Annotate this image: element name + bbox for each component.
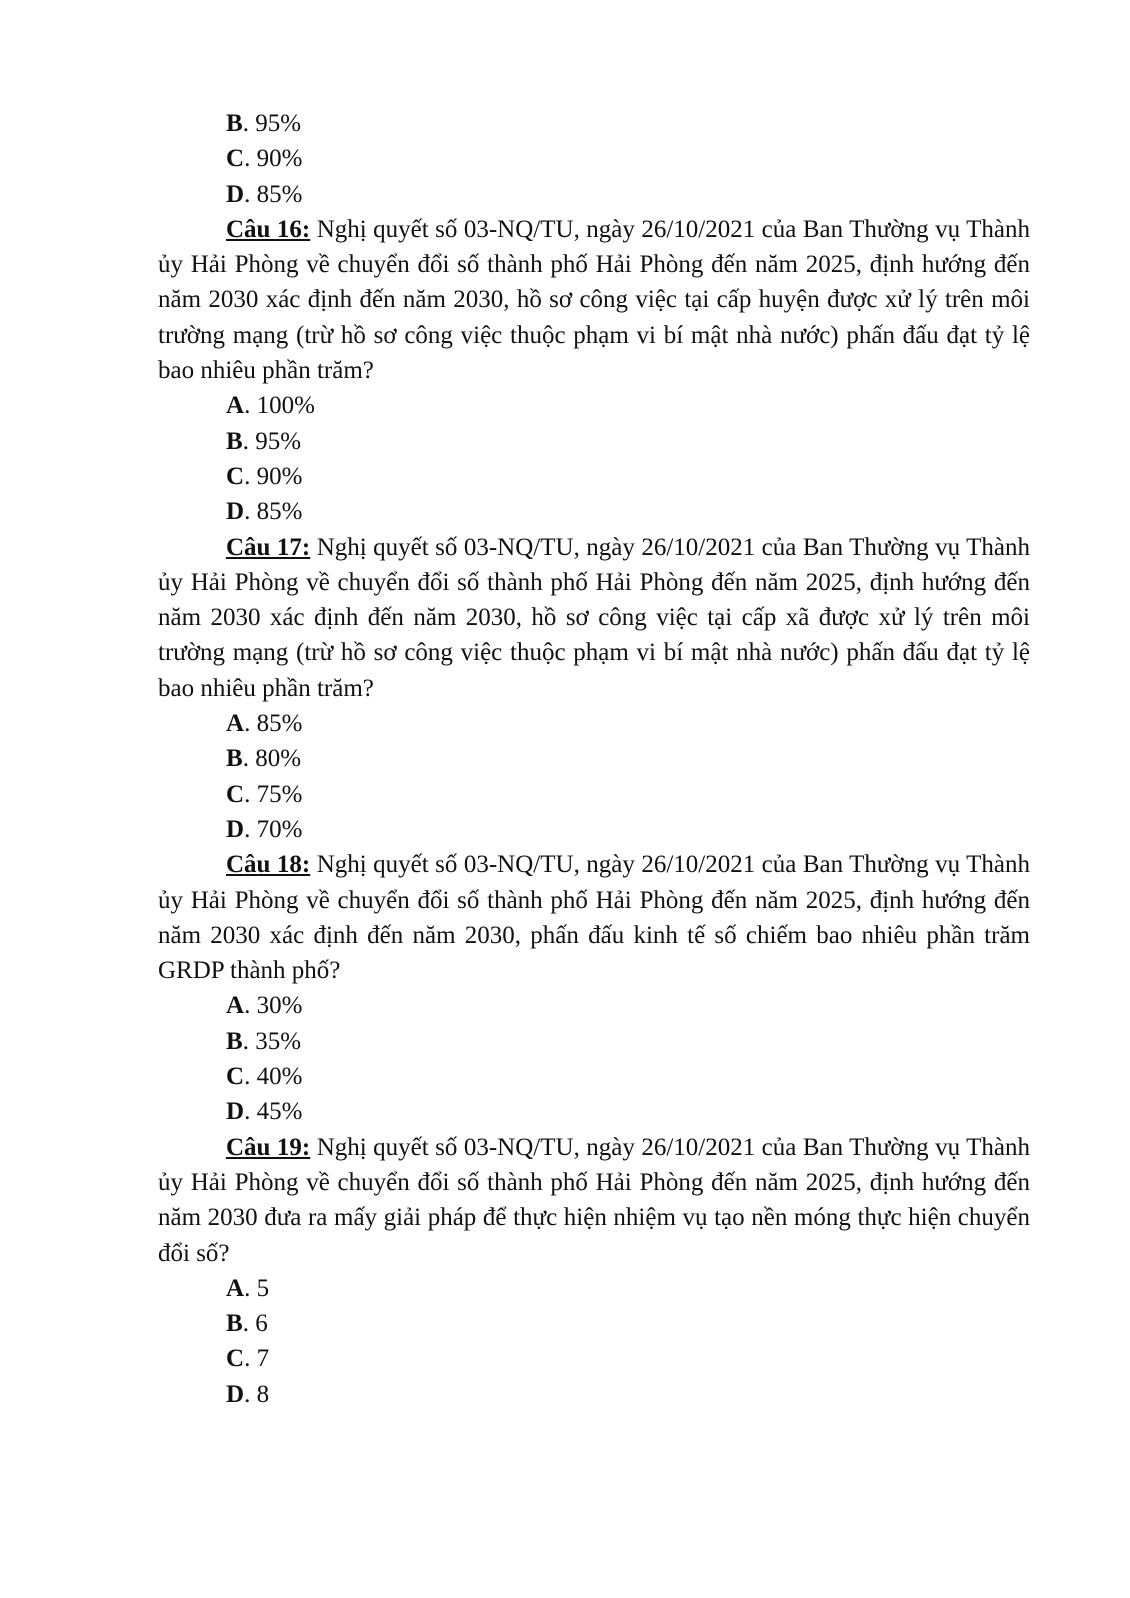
option-letter: C bbox=[226, 145, 245, 173]
option-text: . 6 bbox=[242, 1310, 268, 1338]
option-letter: D bbox=[226, 498, 245, 526]
option-letter: B bbox=[226, 745, 243, 773]
question-text: Nghị quyết số 03-NQ/TU, ngày 26/10/2021 của Ban Thường vụ Thành ủy Hải Phòng về chuyển đổi số thành phố Hải Phòng đến năm 2025, định hướng đến năm 2030 xác định đến năm 2030, hồ sơ công việc tại cấp xã được xử lý trên môi trường mạng (trừ hồ sơ công việc thuộc phạm vi bí mật nhà nước) phấn đấu đạt tỷ lệ bao nhiêu phần trăm? bbox=[158, 533, 1030, 702]
document-page bbox=[158, 106, 1030, 1412]
option-text: . 80% bbox=[242, 745, 302, 773]
option-letter: C bbox=[226, 462, 245, 490]
option-b-prev bbox=[158, 106, 1030, 141]
question-18 bbox=[158, 847, 1030, 988]
option-text: . 100% bbox=[244, 392, 315, 420]
option-letter: D bbox=[226, 1098, 245, 1126]
option-text: . 85% bbox=[244, 180, 303, 208]
option-b bbox=[158, 1306, 1030, 1341]
option-letter: C bbox=[226, 1345, 245, 1373]
option-letter: B bbox=[226, 110, 243, 137]
option-letter: B bbox=[226, 427, 243, 455]
question-text: Nghị quyết số 03-NQ/TU, ngày 26/10/2021 của Ban Thường vụ Thành ủy Hải Phòng về chuyển đổi số thành phố Hải Phòng đến năm 2025, định hướng đến năm 2030 đưa ra mấy giải pháp để thực hiện nhiệm vụ tạo nền móng thực hiện chuyển đổi số? bbox=[158, 1133, 1030, 1267]
question-label: Câu 16: bbox=[226, 215, 311, 243]
option-text: . 40% bbox=[244, 1063, 303, 1091]
option-text: . 90% bbox=[244, 462, 303, 490]
option-letter: A bbox=[226, 710, 245, 738]
option-letter: A bbox=[226, 1274, 245, 1302]
option-a bbox=[158, 1271, 1030, 1306]
option-text: . 70% bbox=[244, 815, 303, 843]
option-d-prev bbox=[158, 177, 1030, 212]
option-text: . 90% bbox=[244, 145, 303, 173]
question-16 bbox=[158, 212, 1030, 388]
option-letter: A bbox=[226, 992, 245, 1020]
option-text: . 30% bbox=[244, 992, 303, 1020]
option-letter: A bbox=[226, 392, 245, 420]
option-b bbox=[158, 424, 1030, 459]
question-label: Câu 17: bbox=[226, 533, 311, 561]
question-text: Nghị quyết số 03-NQ/TU, ngày 26/10/2021 của Ban Thường vụ Thành ủy Hải Phòng về chuyển đổi số thành phố Hải Phòng đến năm 2025, định hướng đến năm 2030 xác định đến năm 2030, phấn đấu kinh tế số chiếm bao nhiêu phần trăm GRDP thành phố? bbox=[158, 851, 1030, 985]
option-text: . 35% bbox=[242, 1027, 302, 1055]
option-a bbox=[158, 388, 1030, 423]
question-label: Câu 18: bbox=[226, 851, 311, 879]
question-text: Nghị quyết số 03-NQ/TU, ngày 26/10/2021 của Ban Thường vụ Thành ủy Hải Phòng về chuyển đổi số thành phố Hải Phòng đến năm 2025, định hướng đến năm 2030 xác định đến năm 2030, hồ sơ công việc tại cấp huyện được xử lý trên môi trường mạng (trừ hồ sơ công việc thuộc phạm vi bí mật nhà nước) phấn đấu đạt tỷ lệ bao nhiêu phần trăm? bbox=[158, 215, 1030, 385]
option-letter: D bbox=[226, 815, 245, 843]
option-b bbox=[158, 741, 1030, 776]
option-b bbox=[158, 1024, 1030, 1059]
question-19 bbox=[158, 1130, 1030, 1271]
option-text: . 5 bbox=[244, 1274, 270, 1302]
option-letter: C bbox=[226, 1063, 245, 1091]
option-d bbox=[158, 1377, 1030, 1412]
option-d bbox=[158, 494, 1030, 529]
option-text: . 85% bbox=[244, 710, 303, 738]
question-label: Câu 19: bbox=[226, 1133, 311, 1161]
option-text: . 85% bbox=[244, 498, 303, 526]
option-a bbox=[158, 988, 1030, 1023]
question-17 bbox=[158, 530, 1030, 706]
option-letter: B bbox=[226, 1027, 243, 1055]
option-letter: C bbox=[226, 780, 245, 808]
option-c bbox=[158, 1059, 1030, 1094]
option-text: . 7 bbox=[244, 1345, 270, 1373]
option-letter: D bbox=[226, 180, 245, 208]
option-text: . 45% bbox=[244, 1098, 303, 1126]
option-d bbox=[158, 1094, 1030, 1129]
option-text: . 95% bbox=[242, 427, 302, 455]
option-text: . 75% bbox=[244, 780, 303, 808]
option-c-prev bbox=[158, 141, 1030, 176]
option-text: . 95% bbox=[242, 110, 302, 137]
option-d bbox=[158, 812, 1030, 847]
option-letter: D bbox=[226, 1380, 245, 1408]
option-c bbox=[158, 777, 1030, 812]
option-c bbox=[158, 1341, 1030, 1376]
option-text: . 8 bbox=[244, 1380, 270, 1408]
option-c bbox=[158, 459, 1030, 494]
option-letter: B bbox=[226, 1310, 243, 1338]
option-a bbox=[158, 706, 1030, 741]
